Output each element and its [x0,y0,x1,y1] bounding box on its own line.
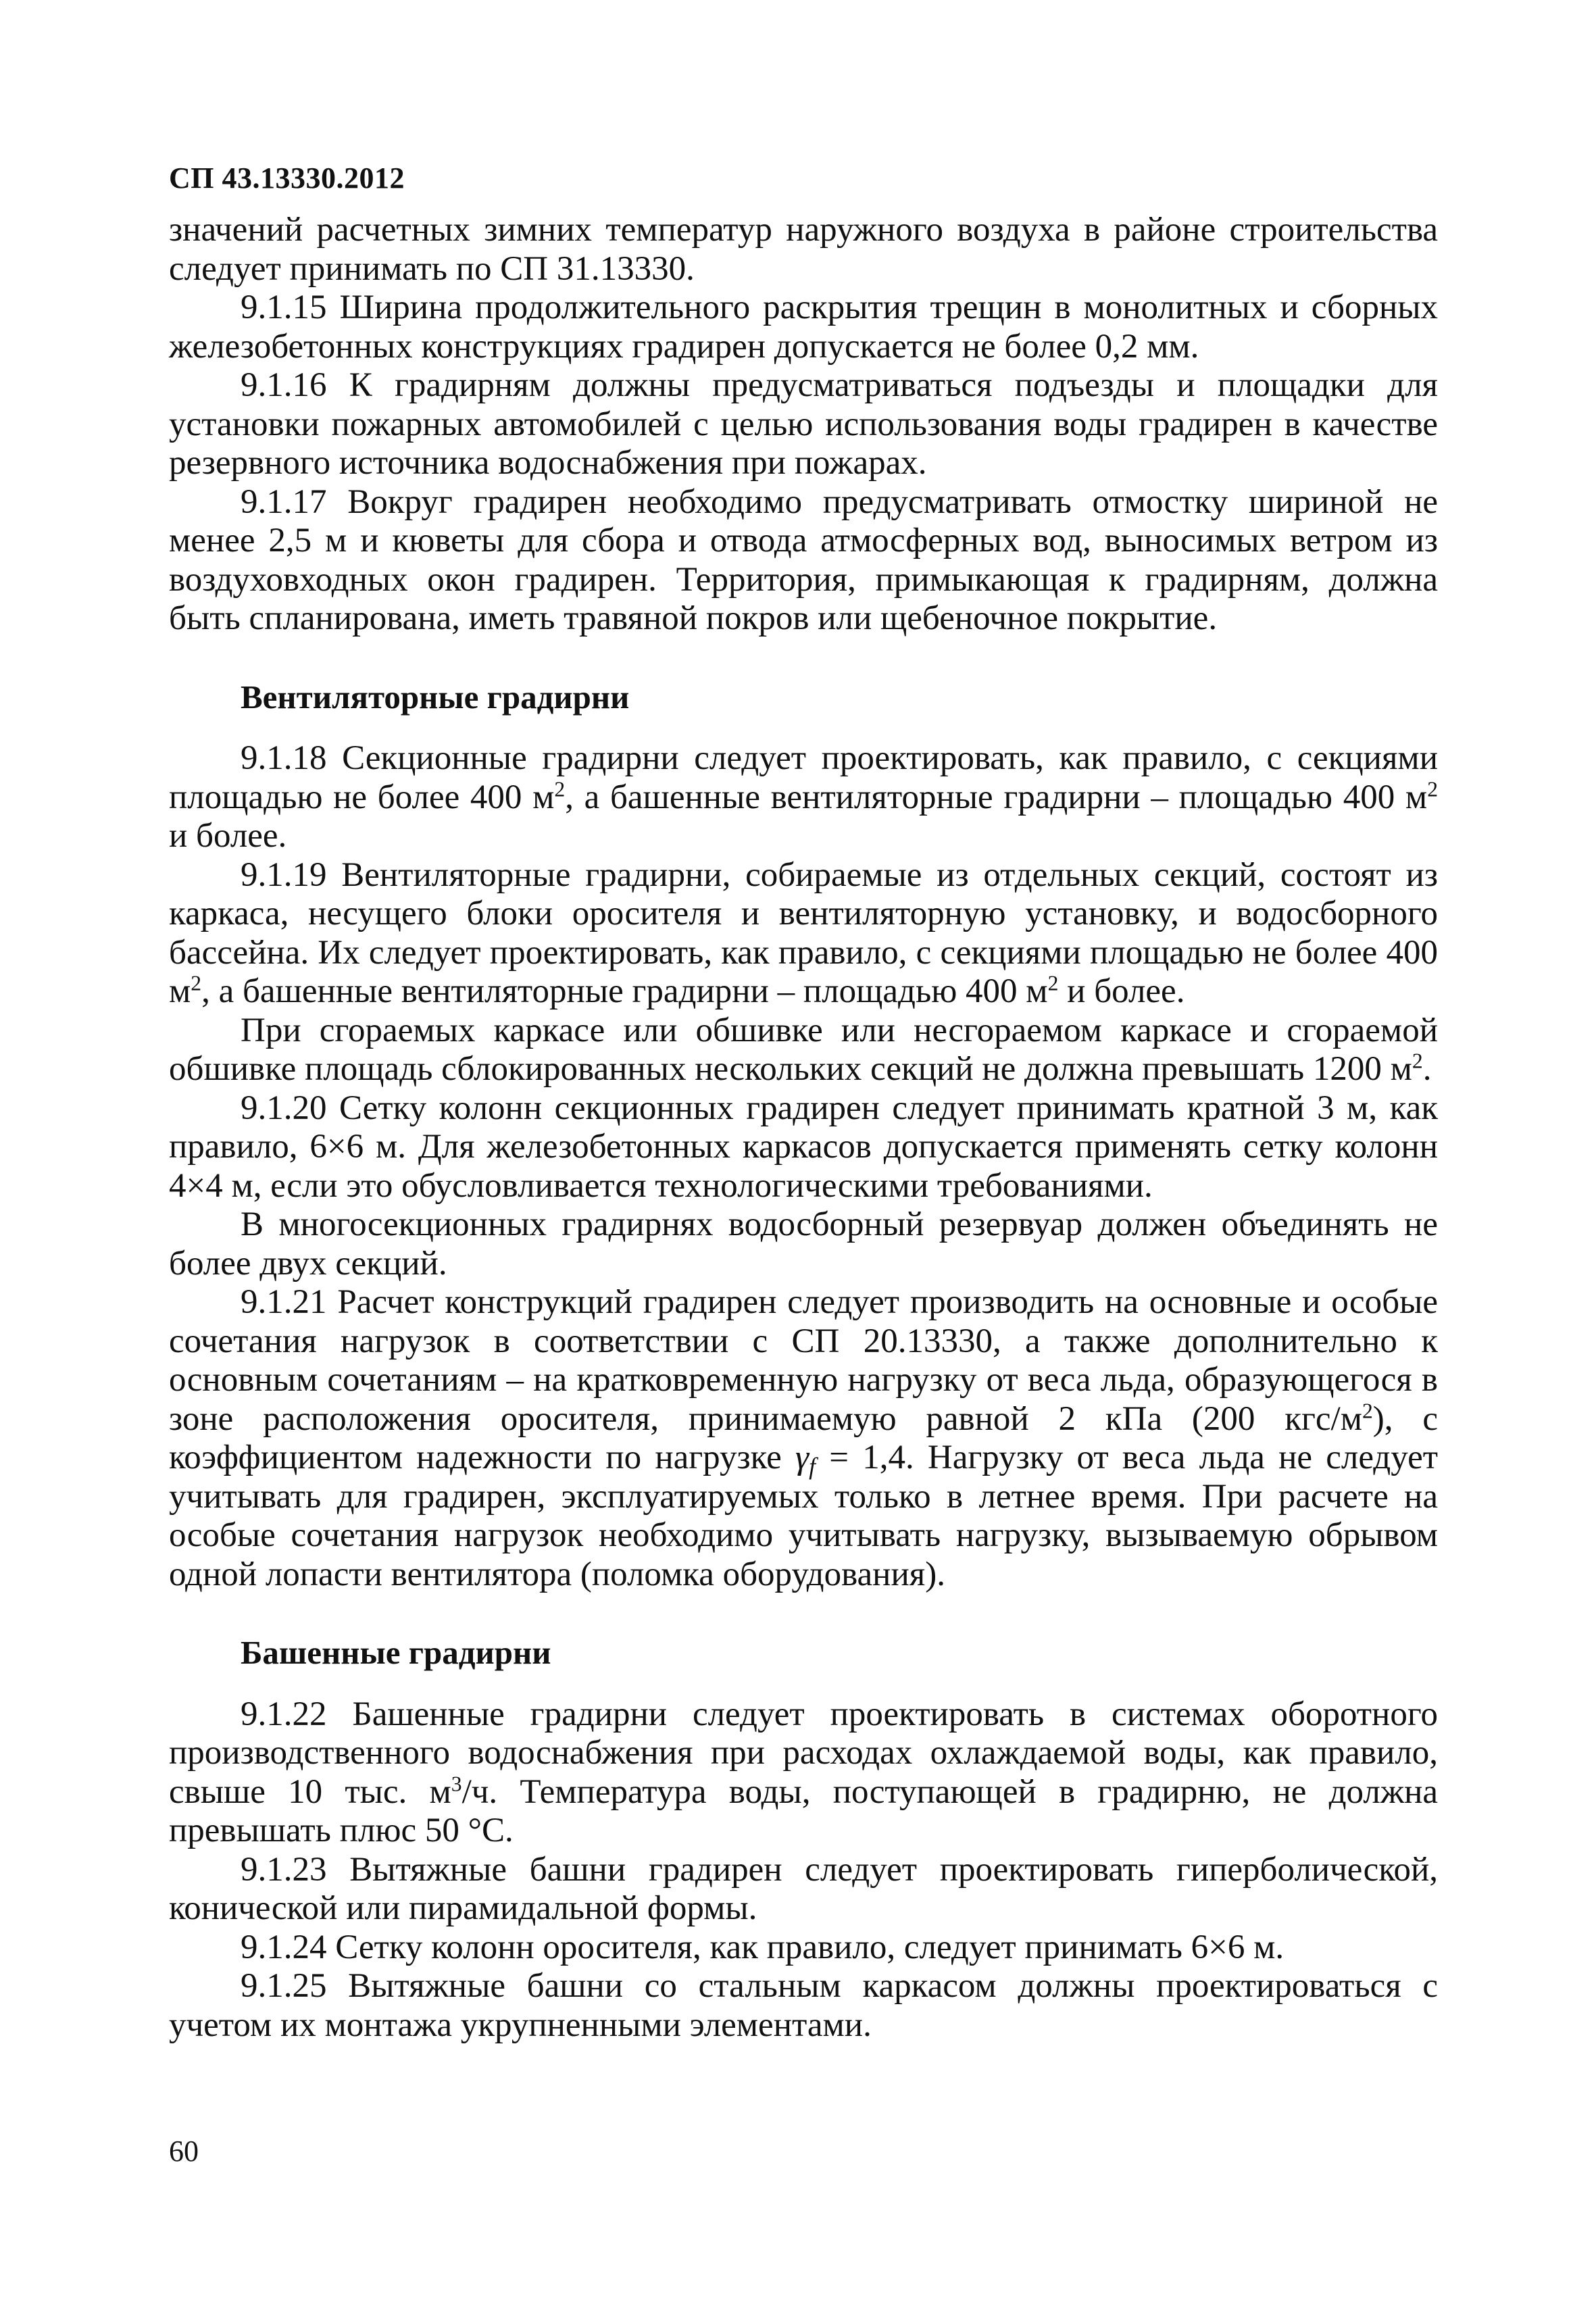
superscript: 3 [451,1772,462,1796]
paragraph-9-1-16: 9.1.16 К градирням должны предусматриваться подъезды и площадки для установки пожарных автомобилей с целью использования воды градирен в качестве резервного источника водоснабжения при пожарах. [169,366,1438,482]
text-run: = 1,4. Нагрузку от веса льда не следует учитывать для градирен, эксплуатируемых только в летнее время. При расчете на особые сочетания нагрузок необходимо учитывать нагрузку, вызываемую обрывом одной лопасти вентилятора (поломка оборудования). [169,1439,1438,1593]
document-code-header: СП 43.13330.2012 [169,161,405,195]
paragraph-9-1-21 [169,1283,1438,1594]
spacer [169,1594,1438,1633]
superscript: 2 [1427,777,1438,801]
paragraph-combustible-frame [169,1012,1438,1089]
paragraph-9-1-23: 9.1.23 Вытяжные башни градирен следует проектировать гиперболической, конической или пирамидальной формы. [169,1850,1438,1927]
page-number: 60 [169,2135,199,2168]
text-run: /ч. Температура воды, поступающей в градирню, не должна превышать плюс 50 °С. [169,1772,1438,1849]
spacer [169,716,1438,739]
paragraph-9-1-17: 9.1.17 Вокруг градирен необходимо предусматривать отмостку шириной не менее 2,5 м и кюветы для сбора и отвода атмосферных вод, выносимых ветром из воздуховходных окон градирен. Территория, примыкающая к градирням, должна быть спланирована, иметь травяной покров или щебеночное покрытие. [169,482,1438,637]
text-run: ), с коэффициентом надежности по нагрузке [169,1399,1438,1476]
text-run: При сгораемых каркасе или обшивке или несгораемом каркасе и сгораемой обшивке площадь сблокированных нескольких секций не должна превышать 1200 м [169,1011,1438,1088]
text-run: 9.1.19 Вентиляторные градирни, собираемые из отдельных секций, состоят из каркаса, несущего блоки оросителя и вентиляторную установку, и водосборного бассейна. Их следует проектировать, как правило, с секциями площадью не более 400 м [169,855,1438,1010]
section-heading-fan-cooling-towers: Вентиляторные градирни [241,678,630,716]
paragraph-9-1-18 [169,739,1438,856]
paragraph-9-1-22 [169,1695,1438,1851]
spacer [169,1672,1438,1695]
paragraph-9-1-24: 9.1.24 Сетку колонн оросителя, как правило, следует принимать 6×6 м. [241,1928,1285,1966]
superscript: 2 [1362,1399,1373,1423]
paragraph-9-1-19 [169,856,1438,1012]
text-run: . [1422,1050,1432,1088]
spacer [169,639,1438,678]
superscript: 2 [1047,971,1059,995]
superscript: 2 [191,971,202,995]
superscript: 2 [1412,1049,1423,1073]
paragraph-9-1-15: 9.1.15 Ширина продолжительного раскрытия трещин в монолитных и сборных железобетонных конструкциях градирен допускается не более 0,2 мм. [169,289,1438,366]
text-run: 9.1.18 Секционные градирни следует проектировать, как правило, с секциями площадью не более 400 м [169,739,1438,816]
section-heading-tower-cooling-towers: Башенные градирни [241,1634,551,1671]
paragraph-9-1-20: 9.1.20 Сетку колонн секционных градирен следует принимать кратной 3 м, как правило, 6×6 м. Для железобетонных каркасов допускается применять сетку колонн 4×4 м, если это обусловливается технологическими требованиями. [169,1089,1438,1205]
gamma-subscript: f [809,1452,816,1480]
text-run: 9.1.21 Расчет конструкций градирен следует производить на основные и особые сочетания нагрузок в соответствии с СП 20.13330, а также дополнительно к основным сочетаниям – на кратковременную нагрузку от веса льда, образующегося в зоне расположения оросителя, принимаемую равной 2 кПа (200 кгс/м [169,1283,1438,1438]
gamma-symbol: γ [795,1439,809,1476]
paragraph-9-1-25: 9.1.25 Вытяжные башни со стальным каркасом должны проектироваться с учетом их монтажа укрупненными элементами. [169,1967,1438,2044]
text-run: и более. [1058,972,1185,1010]
subscript [809,1453,816,1480]
paragraph-continuation: значений расчетных зимних температур наружного воздуха в районе строительства следует принимать по СП 31.13330. [169,211,1438,288]
document-body [169,211,1438,2045]
text-run: и более. [169,817,287,855]
text-run: , а башенные вентиляторные градирни – площадью 400 м [201,972,1048,1010]
text-run: , а башенные вентиляторные градирни – площадью 400 м [565,778,1428,816]
text-run: 9.1.22 Башенные градирни следует проектировать в системах оборотного производственного водоснабжения при расходах охлаждаемой воды, как правило, свыше 10 тыс. м [169,1695,1438,1811]
paragraph-multisection: В многосекционных градирнях водосборный резервуар должен объединять не более двух секций. [169,1205,1438,1283]
superscript: 2 [554,777,566,801]
